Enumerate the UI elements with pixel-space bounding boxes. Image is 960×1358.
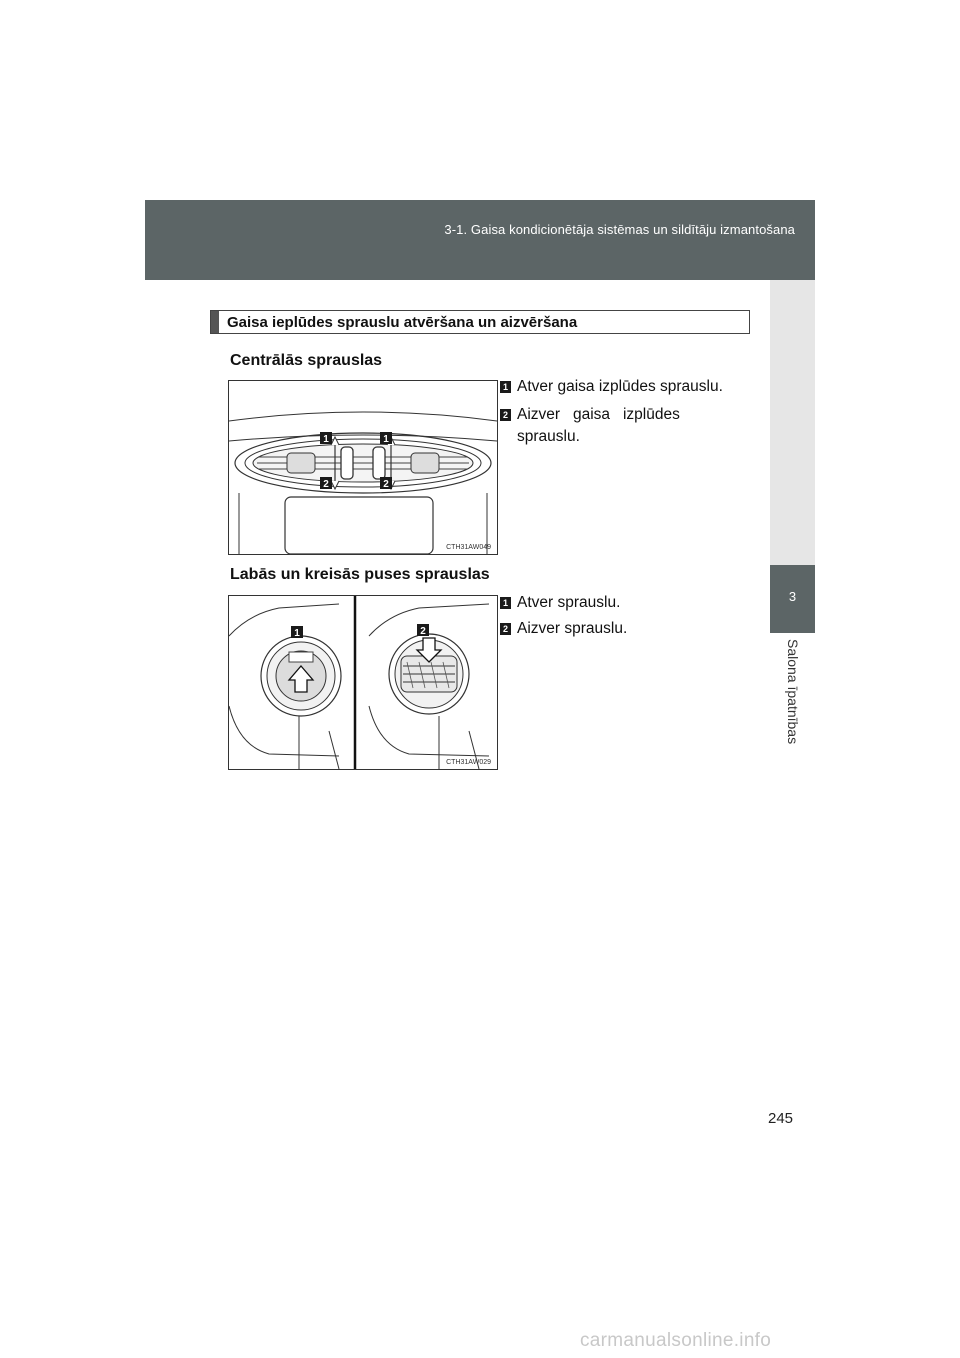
center-item-2-text-line1: Aizver gaisa izplūdes: [517, 406, 680, 423]
side-vents-figure: [228, 595, 498, 770]
side-tab-background: [770, 280, 815, 565]
chapter-title: 3-1. Gaisa kondicionētāja sistēmas un sildītāju izmantošana: [444, 222, 795, 237]
side-item-1: [500, 592, 620, 614]
side-tab-label: Salona īpatnības: [784, 639, 801, 745]
side-item-2: [500, 618, 627, 640]
item-badge: 2: [500, 409, 511, 421]
item-badge: 1: [500, 381, 511, 393]
side-tab-label-box: [770, 633, 815, 768]
svg-text:2: 2: [420, 626, 426, 637]
page-number: 245: [768, 1110, 794, 1127]
section-title-bar: [210, 310, 750, 334]
chapter-header: [145, 200, 815, 280]
side-item-2-text: Aizver sprauslu.: [517, 620, 628, 637]
section-accent: [211, 311, 219, 333]
side-vents-heading: Labās un kreisās puses sprauslas: [230, 566, 490, 583]
section-title: Gaisa ieplūdes sprauslu atvēršana un aizvēršana: [227, 314, 578, 331]
side-tab-number-box: [770, 565, 815, 633]
svg-text:2: 2: [323, 479, 329, 490]
side-figure-code: CTH31AW029: [446, 759, 491, 766]
watermark: carmanualsonline.info: [580, 1330, 772, 1351]
svg-text:1: 1: [323, 434, 329, 445]
svg-text:1: 1: [294, 628, 300, 639]
center-vents-heading: Centrālās sprauslas: [230, 352, 383, 369]
item-badge: 1: [500, 597, 511, 609]
center-item-1-text: Atver gaisa izplūdes sprauslu.: [517, 378, 723, 395]
side-item-1-text: Atver sprauslu.: [517, 594, 621, 611]
side-tab-number: 3: [788, 589, 797, 604]
center-figure-code: CTH31AW049: [446, 544, 491, 551]
svg-text:2: 2: [383, 479, 389, 490]
side-vents-illustration: [229, 596, 497, 769]
svg-text:1: 1: [383, 434, 389, 445]
item-badge: 2: [500, 623, 511, 635]
center-vents-figure: [228, 380, 498, 555]
center-item-2: [500, 404, 748, 448]
center-item-2-text-line2: sprauslu.: [517, 428, 580, 445]
center-item-1: [500, 376, 723, 398]
center-vents-illustration: [229, 381, 497, 554]
